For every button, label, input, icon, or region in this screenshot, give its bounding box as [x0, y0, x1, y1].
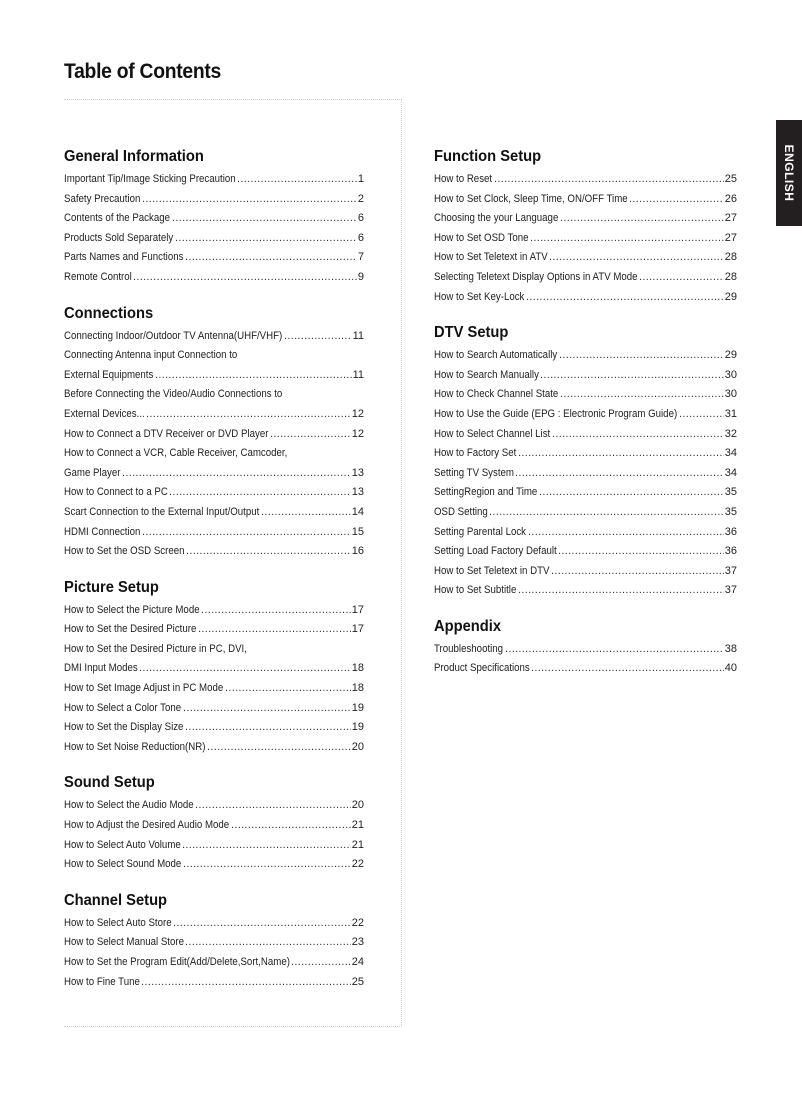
- dot-leader: [540, 366, 724, 386]
- dot-leader: [284, 327, 352, 347]
- toc-entry-page: 13: [351, 486, 364, 499]
- toc-entry-title: HDMI Connection: [64, 525, 141, 538]
- dot-leader: [539, 483, 724, 503]
- dot-leader: [551, 562, 724, 582]
- toc-entry-page: 23: [351, 936, 364, 949]
- dot-leader: [183, 699, 351, 719]
- toc-entry-page: 16: [351, 545, 364, 558]
- toc-entry-title: Important Tip/Image Sticking Precaution: [64, 173, 236, 185]
- toc-entry-title: How to Set the Desired Picture in PC, DVI,: [64, 642, 247, 655]
- section-heading: Channel Setup: [64, 891, 168, 909]
- toc-entry-page: 13: [351, 466, 364, 479]
- toc-entry-page: 6: [357, 212, 364, 225]
- toc-entry-title: Scart Connection to the External Input/Output: [64, 505, 260, 518]
- toc-entry-title: How to Adjust the Desired Audio Mode: [64, 819, 230, 832]
- toc-entry-page: 12: [351, 427, 364, 440]
- toc-entry[interactable]: [434, 483, 737, 503]
- dot-leader: [291, 953, 351, 973]
- toc-entry-title: How to Connect a DTV Receiver or DVD Player: [64, 427, 269, 440]
- toc-entry[interactable]: [64, 170, 364, 190]
- dot-leader: [146, 405, 351, 425]
- toc-entry[interactable]: [434, 444, 737, 464]
- toc-entry[interactable]: [64, 855, 364, 875]
- dot-leader: [186, 542, 351, 562]
- toc-entry-title: How to Search Manually: [434, 368, 539, 381]
- toc-entry-page: 26: [724, 192, 737, 205]
- dot-leader: [505, 640, 724, 660]
- toc-entry-title: How to Connect to a PC: [64, 486, 168, 499]
- toc-entry[interactable]: [64, 973, 364, 993]
- dot-leader: [560, 209, 724, 229]
- toc-section-dtv-setup: [434, 322, 737, 601]
- dot-leader: [142, 190, 357, 210]
- dot-leader: [494, 170, 724, 190]
- toc-entry[interactable]: [64, 268, 364, 288]
- toc-entry[interactable]: [434, 288, 737, 308]
- toc-entry-page: 2: [357, 192, 364, 205]
- toc-entry[interactable]: [434, 562, 737, 582]
- toc-entry[interactable]: [64, 953, 364, 973]
- toc-entry[interactable]: [434, 346, 737, 366]
- toc-entry-title: How to Set the Display Size: [64, 721, 184, 734]
- section-heading: Function Setup: [434, 148, 542, 165]
- dot-leader: [639, 268, 724, 288]
- toc-entry-title: Parts Names and Functions: [64, 251, 184, 264]
- toc-entry[interactable]: [64, 796, 364, 816]
- dot-leader: [559, 346, 724, 366]
- dot-leader: [528, 523, 724, 543]
- toc-entry[interactable]: [434, 190, 737, 210]
- toc-entry-page: 35: [724, 486, 737, 499]
- toc-entry-title: How to Fine Tune: [64, 975, 140, 988]
- toc-entry-title: How to Reset: [434, 173, 493, 185]
- toc-entry-page: 34: [724, 466, 737, 479]
- dot-leader: [518, 581, 724, 601]
- toc-entry-title: DMI Input Modes: [64, 662, 138, 675]
- toc-section-connections: [64, 303, 364, 562]
- toc-entry-title: Game Player: [64, 466, 121, 479]
- toc-entry-page: 36: [724, 545, 737, 558]
- toc-entry[interactable]: [434, 464, 737, 484]
- dot-leader: [183, 855, 351, 875]
- section-heading: Sound Setup: [64, 774, 155, 792]
- toc-entry[interactable]: [64, 914, 364, 934]
- toc-entry-page: 31: [724, 407, 737, 420]
- toc-entry[interactable]: [64, 425, 364, 445]
- dot-leader: [139, 659, 351, 679]
- toc-entry[interactable]: [434, 425, 737, 445]
- dot-leader: [237, 170, 357, 190]
- toc-entry[interactable]: [64, 601, 364, 621]
- toc-entry-page: 30: [724, 368, 737, 381]
- toc-entry[interactable]: [434, 268, 737, 288]
- toc-entry-page: 36: [724, 525, 737, 538]
- toc-entry-page: 9: [357, 270, 364, 283]
- section-heading: Appendix: [434, 617, 502, 635]
- dot-leader: [185, 718, 351, 738]
- toc-entry[interactable]: [434, 581, 737, 601]
- toc-entry-title: How to Set Image Adjust in PC Mode: [64, 682, 224, 695]
- toc-entry-page: 29: [724, 290, 737, 303]
- toc-entry-page: 28: [724, 251, 737, 264]
- toc-entry-title: Setting Parental Lock: [434, 525, 527, 538]
- toc-entry-title: How to Select the Audio Mode: [64, 799, 194, 812]
- toc-left-column: [64, 146, 364, 1007]
- toc-entry-page: 32: [724, 427, 737, 440]
- toc-entry-title: Selecting Teletext Display Options in ATV Mode: [434, 270, 638, 283]
- dot-leader: [549, 248, 724, 268]
- toc-entry[interactable]: [64, 699, 364, 719]
- toc-entry-title: How to Factory Set: [434, 447, 517, 460]
- toc-entry-title: How to Set the Desired Picture: [64, 623, 197, 636]
- toc-entry-title: Product Specifications: [434, 662, 530, 675]
- toc-entry-title: External Devices...: [64, 407, 145, 420]
- toc-entry-title: How to Search Automatically: [434, 349, 558, 362]
- language-tab-label: ENGLISH: [782, 144, 796, 202]
- toc-entry-page: 21: [351, 838, 364, 851]
- toc-entry[interactable]: [64, 405, 364, 425]
- toc-entry[interactable]: [64, 679, 364, 699]
- toc-entry-title: Remote Control: [64, 270, 132, 283]
- toc-entry-title: How to Select a Color Tone: [64, 701, 182, 714]
- section-heading: Picture Setup: [64, 578, 159, 596]
- toc-entry-title: Safety Precaution: [64, 192, 141, 205]
- toc-entry-title: How to Set Teletext in ATV: [434, 251, 548, 264]
- toc-entry[interactable]: [434, 659, 737, 679]
- toc-section-sound-setup: [64, 772, 364, 874]
- toc-entry-page: 38: [724, 642, 737, 655]
- dot-leader: [530, 229, 724, 249]
- toc-entry-page: 7: [357, 251, 364, 264]
- toc-entry-page: 37: [724, 584, 737, 597]
- toc-right-column: [434, 146, 737, 694]
- toc-section-picture-setup: [64, 577, 364, 758]
- toc-entry-title: How to Check Channel State: [434, 388, 559, 401]
- toc-entry[interactable]: [434, 170, 737, 190]
- toc-entry[interactable]: [64, 933, 364, 953]
- toc-entry[interactable]: [434, 542, 737, 562]
- toc-entry-title: How to Set Noise Reduction(NR): [64, 740, 206, 753]
- toc-entry-title: How to Connect a VCR, Cable Receiver, Camcoder,: [64, 447, 288, 460]
- section-heading: Connections: [64, 304, 154, 322]
- toc-entry-title: How to Select the Picture Mode: [64, 603, 200, 616]
- toc-entry[interactable]: [64, 542, 364, 562]
- toc-entry[interactable]: [64, 327, 364, 347]
- dot-leader: [122, 464, 351, 484]
- bottom-divider: [64, 1026, 402, 1027]
- toc-entry[interactable]: [64, 229, 364, 249]
- toc-entry-title: How to Set Clock, Sleep Time, ON/OFF Time: [434, 192, 628, 205]
- language-tab: [776, 120, 802, 226]
- toc-entry-page: 22: [351, 858, 364, 871]
- toc-entry[interactable]: [434, 229, 737, 249]
- toc-entry-page: 29: [724, 349, 737, 362]
- toc-entry[interactable]: [434, 640, 737, 660]
- toc-entry[interactable]: [64, 659, 364, 679]
- top-divider: [64, 99, 402, 100]
- toc-entry[interactable]: [434, 385, 737, 405]
- toc-entry-page: 17: [351, 623, 364, 636]
- dot-leader: [515, 464, 724, 484]
- toc-entry-page: 19: [351, 701, 364, 714]
- dot-leader: [175, 229, 357, 249]
- toc-entry[interactable]: [64, 385, 364, 405]
- toc-entry[interactable]: [64, 640, 364, 660]
- dot-leader: [560, 385, 724, 405]
- dot-leader: [185, 933, 351, 953]
- toc-entry-title: How to Select Manual Store: [64, 936, 184, 949]
- toc-entry-page: 12: [351, 407, 364, 420]
- toc-entry[interactable]: [434, 248, 737, 268]
- toc-section-channel-setup: [64, 890, 364, 992]
- dot-leader: [489, 503, 724, 523]
- toc-entry-page: 15: [351, 525, 364, 538]
- toc-entry-title: Contents of the Package: [64, 212, 171, 225]
- toc-entry[interactable]: [434, 503, 737, 523]
- toc-entry-page: 18: [351, 682, 364, 695]
- toc-entry-title: Connecting Antenna input Connection to: [64, 349, 238, 362]
- toc-entry-title: How to Use the Guide (EPG : Electronic Program Guide): [434, 407, 678, 420]
- dot-leader: [173, 914, 351, 934]
- dot-leader: [231, 816, 351, 836]
- toc-entry[interactable]: [64, 523, 364, 543]
- section-heading: General Information: [64, 148, 204, 165]
- column-divider: [401, 99, 402, 1027]
- toc-entry-title: How to Set Teletext in DTV: [434, 564, 550, 577]
- dot-leader: [141, 973, 351, 993]
- toc-entry[interactable]: [434, 405, 737, 425]
- toc-entry-page: 18: [351, 662, 364, 675]
- toc-section-function-setup: [434, 146, 737, 307]
- toc-entry-title: How to Set the OSD Screen: [64, 545, 185, 558]
- toc-entry-page: 14: [351, 505, 364, 518]
- toc-entry-page: 37: [724, 564, 737, 577]
- toc-entry-page: 6: [357, 231, 364, 244]
- toc-entry-page: 11: [352, 368, 364, 381]
- dot-leader: [172, 209, 357, 229]
- toc-entry-page: 27: [724, 212, 737, 225]
- toc-entry-page: 17: [351, 603, 364, 616]
- toc-entry-title: SettingRegion and Time: [434, 486, 538, 499]
- dot-leader: [198, 620, 351, 640]
- toc-entry-page: 28: [724, 270, 737, 283]
- toc-entry-title: How to Select Channel List: [434, 427, 551, 440]
- dot-leader: [185, 248, 357, 268]
- toc-entry[interactable]: [434, 523, 737, 543]
- toc-entry-title: How to Set Subtitle: [434, 584, 517, 597]
- toc-entry[interactable]: [434, 366, 737, 386]
- toc-entry-title: How to Set the Program Edit(Add/Delete,Sort,Name): [64, 956, 290, 968]
- toc-entry-title: OSD Setting: [434, 505, 488, 518]
- toc-entry-title: Products Sold Separately: [64, 231, 174, 244]
- toc-entry[interactable]: [434, 209, 737, 229]
- toc-entry-page: 20: [351, 740, 364, 753]
- dot-leader: [531, 659, 724, 679]
- toc-entry[interactable]: [64, 738, 364, 758]
- toc-entry-page: 25: [724, 173, 737, 185]
- toc-section-appendix: [434, 616, 737, 679]
- toc-entry-title: How to Set Key-Lock: [434, 290, 525, 303]
- toc-entry-title: How to Set OSD Tone: [434, 231, 529, 244]
- toc-entry[interactable]: [64, 346, 364, 366]
- toc-entry-page: 11: [352, 329, 364, 342]
- toc-entry[interactable]: [64, 816, 364, 836]
- dot-leader: [201, 601, 351, 621]
- toc-entry-page: 1: [357, 173, 364, 185]
- toc-entry-page: 35: [724, 505, 737, 518]
- toc-entry[interactable]: [64, 620, 364, 640]
- toc-entry[interactable]: [64, 444, 364, 464]
- dot-leader: [155, 366, 352, 386]
- toc-entry[interactable]: [64, 503, 364, 523]
- toc-entry-page: 34: [724, 447, 737, 460]
- toc-entry[interactable]: [64, 483, 364, 503]
- toc-entry-page: 20: [351, 799, 364, 812]
- toc-entry-title: External Equipments: [64, 368, 154, 381]
- toc-entry-page: 25: [351, 975, 364, 988]
- dot-leader: [225, 679, 351, 699]
- dot-leader: [182, 836, 351, 856]
- toc-entry[interactable]: [64, 366, 364, 386]
- toc-entry[interactable]: [64, 718, 364, 738]
- dot-leader: [207, 738, 351, 758]
- toc-entry[interactable]: [64, 836, 364, 856]
- toc-entry-page: 30: [724, 388, 737, 401]
- dot-leader: [526, 288, 724, 308]
- dot-leader: [629, 190, 724, 210]
- toc-entry-page: 21: [351, 819, 364, 832]
- toc-entry-page: 27: [724, 231, 737, 244]
- toc-section-general-information: [64, 146, 364, 288]
- toc-entry[interactable]: [64, 190, 364, 210]
- toc-entry-title: Setting TV System: [434, 466, 514, 479]
- dot-leader: [142, 523, 351, 543]
- dot-leader: [261, 503, 351, 523]
- toc-entry-page: 22: [351, 916, 364, 929]
- toc-entry-title: Troubleshooting: [434, 642, 504, 655]
- toc-entry[interactable]: [64, 464, 364, 484]
- toc-entry-page: 19: [351, 721, 364, 734]
- dot-leader: [195, 796, 351, 816]
- toc-entry[interactable]: [64, 209, 364, 229]
- toc-entry-title: Setting Load Factory Default: [434, 545, 557, 558]
- toc-entry-title: Choosing the your Language: [434, 212, 559, 225]
- dot-leader: [552, 425, 724, 445]
- dot-leader: [558, 542, 724, 562]
- dot-leader: [679, 405, 724, 425]
- dot-leader: [169, 483, 351, 503]
- toc-entry-title: How to Select Auto Store: [64, 916, 172, 929]
- toc-entry-page: 24: [351, 956, 364, 968]
- toc-entry-title: How to Select Sound Mode: [64, 858, 182, 871]
- dot-leader: [133, 268, 357, 288]
- toc-entry-page: 40: [724, 662, 737, 675]
- toc-entry-title: Before Connecting the Video/Audio Connections to: [64, 388, 283, 401]
- toc-entry-title: How to Select Auto Volume: [64, 838, 181, 851]
- section-heading: DTV Setup: [434, 324, 509, 342]
- toc-entry[interactable]: [64, 248, 364, 268]
- dot-leader: [518, 444, 724, 464]
- toc-entry-title: Connecting Indoor/Outdoor TV Antenna(UHF/VHF): [64, 329, 283, 342]
- dot-leader: [270, 425, 351, 445]
- page-title: Table of Contents: [64, 60, 222, 83]
